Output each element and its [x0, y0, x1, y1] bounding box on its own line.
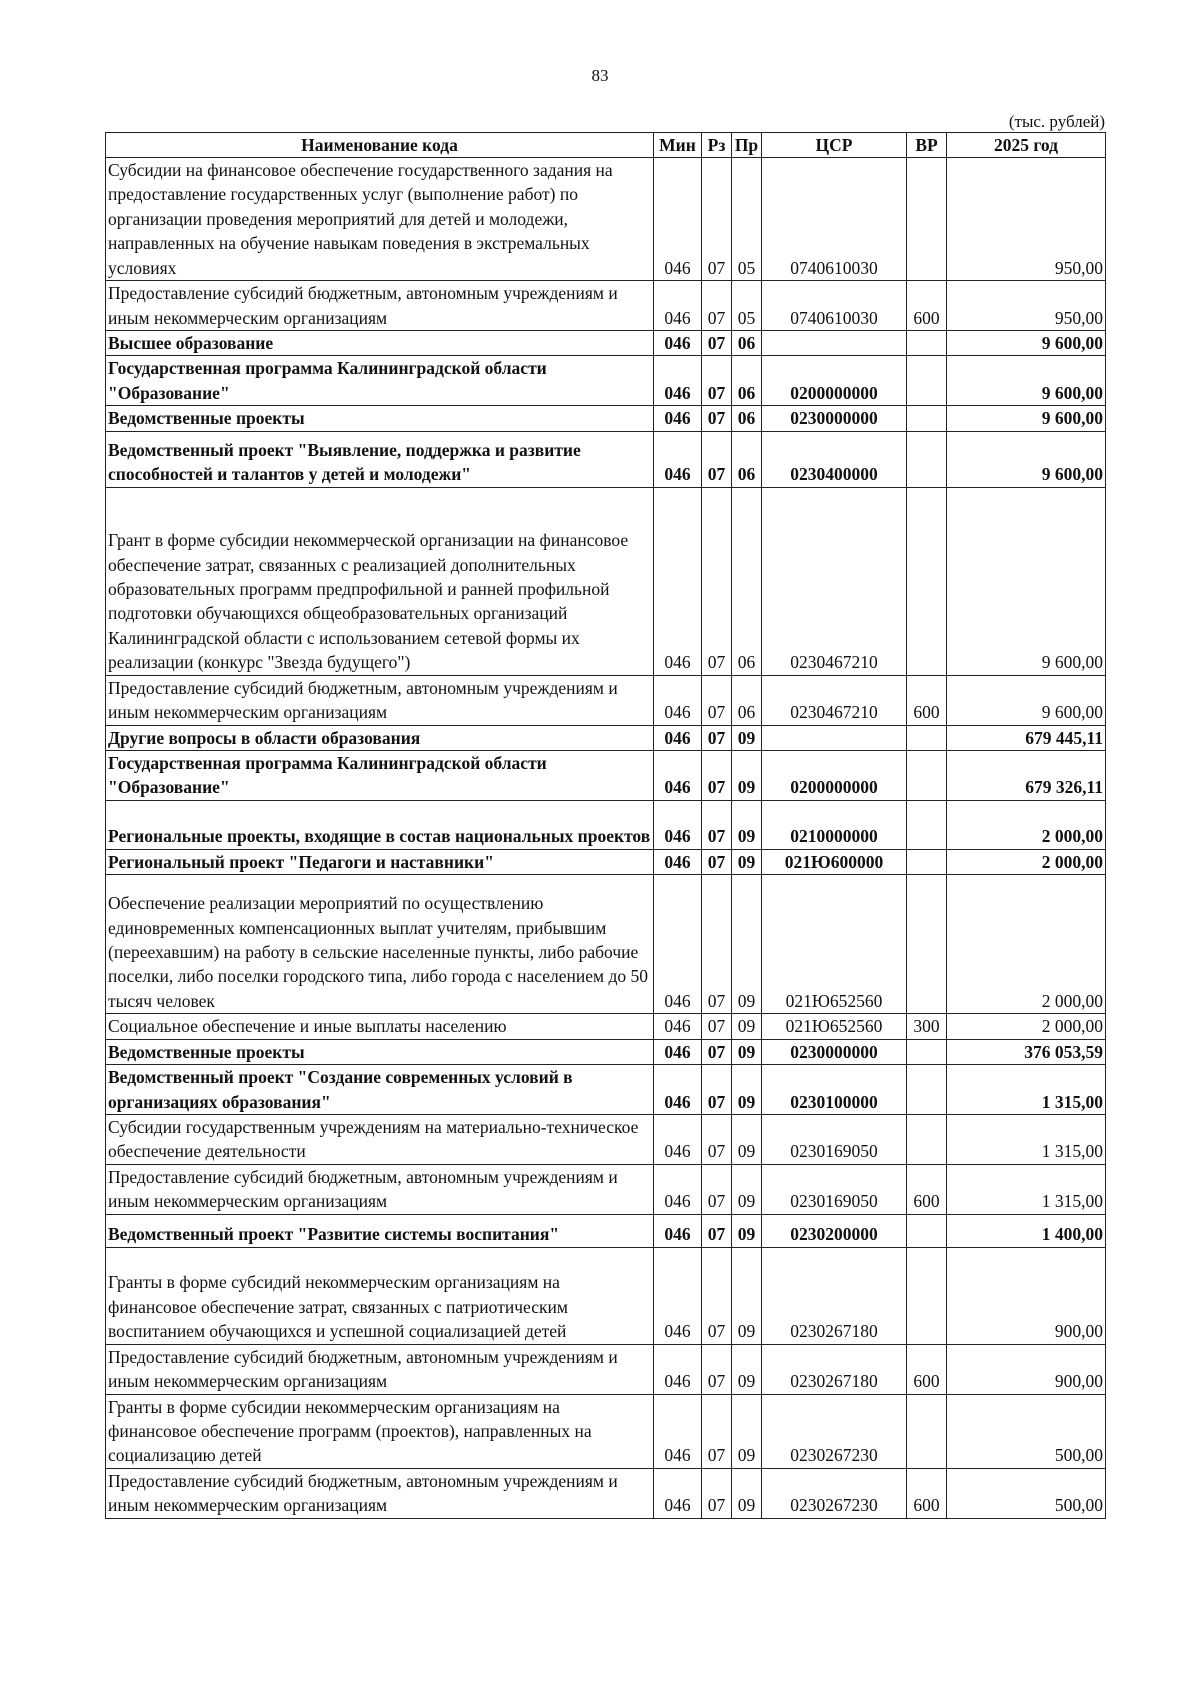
cell-csr: 0740610030: [762, 281, 907, 331]
cell-amount: 9 600,00: [947, 406, 1106, 431]
table-row: [106, 725, 1106, 750]
table-row: [106, 487, 1106, 675]
cell-pr: 06: [732, 675, 762, 725]
cell-pr: 09: [732, 875, 762, 1014]
cell-vr: [907, 158, 947, 281]
cell-amount: 9 600,00: [947, 431, 1106, 487]
cell-vr: [907, 331, 947, 356]
table-row: [106, 1468, 1106, 1518]
cell-rz: 07: [702, 751, 732, 801]
cell-pr: 09: [732, 1065, 762, 1115]
cell-name: Грант в форме субсидии некоммерческой организации на финансовое обеспечение затрат, связанных с реализацией дополнительных образовательных программ предпрофильной и ранней профильной подготовки обучающихся общеобразовательных организаций Калининградской области с использованием сетевой формы их реализации (конкурс "Звезда будущего"): [106, 487, 654, 675]
cell-vr: [907, 1039, 947, 1064]
cell-min: 046: [654, 431, 702, 487]
cell-amount: 679 326,11: [947, 751, 1106, 801]
cell-min: 046: [654, 406, 702, 431]
cell-rz: 07: [702, 1065, 732, 1115]
table-row: [106, 1039, 1106, 1064]
cell-rz: 07: [702, 1247, 732, 1344]
cell-min: 046: [654, 1039, 702, 1064]
cell-vr: 300: [907, 1014, 947, 1039]
cell-min: 046: [654, 356, 702, 406]
cell-min: 046: [654, 751, 702, 801]
cell-rz: 07: [702, 675, 732, 725]
cell-vr: 600: [907, 1164, 947, 1214]
cell-amount: 1 315,00: [947, 1114, 1106, 1164]
units-label: (тыс. рублей): [1008, 112, 1105, 131]
cell-csr: 021Ю652560: [762, 875, 907, 1014]
cell-rz: 07: [702, 849, 732, 874]
cell-rz: 07: [702, 356, 732, 406]
cell-min: 046: [654, 1065, 702, 1115]
cell-amount: 2 000,00: [947, 849, 1106, 874]
cell-pr: 06: [732, 331, 762, 356]
cell-name: Предоставление субсидий бюджетным, автономным учреждениям и иным некоммерческим организациям: [106, 1164, 654, 1214]
cell-amount: 1 315,00: [947, 1164, 1106, 1214]
cell-csr: 0230100000: [762, 1065, 907, 1115]
cell-name: Гранты в форме субсидий некоммерческим организациям на финансовое обеспечение затрат, связанных с патриотическим воспитанием обучающихся и успешной социализацией детей: [106, 1247, 654, 1344]
cell-pr: 05: [732, 158, 762, 281]
cell-min: 046: [654, 725, 702, 750]
cell-amount: 950,00: [947, 281, 1106, 331]
cell-rz: 07: [702, 158, 732, 281]
cell-min: 046: [654, 331, 702, 356]
cell-rz: 07: [702, 1214, 732, 1247]
cell-vr: [907, 1214, 947, 1247]
cell-rz: 07: [702, 1394, 732, 1468]
cell-vr: [907, 849, 947, 874]
cell-vr: 600: [907, 1468, 947, 1518]
cell-pr: 09: [732, 1114, 762, 1164]
cell-amount: 2 000,00: [947, 800, 1106, 849]
header-amount: 2025 год: [947, 133, 1106, 158]
table-row: [106, 1065, 1106, 1115]
cell-rz: 07: [702, 487, 732, 675]
cell-name: Государственная программа Калининградской области "Образование": [106, 751, 654, 801]
cell-name: Другие вопросы в области образования: [106, 725, 654, 750]
cell-csr: 0230467210: [762, 487, 907, 675]
cell-csr: 0230169050: [762, 1114, 907, 1164]
cell-name: Субсидии государственным учреждениям на материально-техническое обеспечение деятельности: [106, 1114, 654, 1164]
cell-name: Предоставление субсидий бюджетным, автономным учреждениям и иным некоммерческим организациям: [106, 1344, 654, 1394]
cell-min: 046: [654, 1394, 702, 1468]
cell-amount: 2 000,00: [947, 1014, 1106, 1039]
cell-name: Ведомственные проекты: [106, 406, 654, 431]
table-row: [106, 800, 1106, 849]
cell-vr: 600: [907, 281, 947, 331]
cell-rz: 07: [702, 431, 732, 487]
cell-name: Высшее образование: [106, 331, 654, 356]
cell-name: Региональные проекты, входящие в состав национальных проектов: [106, 800, 654, 849]
cell-vr: [907, 875, 947, 1014]
cell-amount: 679 445,11: [947, 725, 1106, 750]
table-row: [106, 1394, 1106, 1468]
cell-csr: 0230267230: [762, 1468, 907, 1518]
budget-table: [105, 132, 1106, 1519]
cell-amount: 9 600,00: [947, 675, 1106, 725]
cell-csr: 0230000000: [762, 1039, 907, 1064]
cell-pr: 09: [732, 1014, 762, 1039]
cell-amount: 1 315,00: [947, 1065, 1106, 1115]
cell-name: Гранты в форме субсидии некоммерческим организациям на финансовое обеспечение программ (проектов), направленных на социализацию детей: [106, 1394, 654, 1468]
table-row: [106, 1014, 1106, 1039]
cell-pr: 09: [732, 1247, 762, 1344]
cell-csr: 021Ю600000: [762, 849, 907, 874]
cell-pr: 09: [732, 1039, 762, 1064]
table-body: [106, 158, 1106, 1519]
cell-min: 046: [654, 281, 702, 331]
cell-pr: 09: [732, 1468, 762, 1518]
cell-pr: 09: [732, 725, 762, 750]
cell-amount: 2 000,00: [947, 875, 1106, 1014]
cell-min: 046: [654, 1247, 702, 1344]
cell-min: 046: [654, 1014, 702, 1039]
cell-vr: [907, 406, 947, 431]
cell-name: Ведомственный проект "Выявление, поддержка и развитие способностей и талантов у детей и молодежи": [106, 431, 654, 487]
table-header-row: [106, 133, 1106, 158]
cell-amount: 9 600,00: [947, 487, 1106, 675]
cell-csr: 0230267180: [762, 1344, 907, 1394]
cell-rz: 07: [702, 406, 732, 431]
header-pr: Пр: [732, 133, 762, 158]
cell-min: 046: [654, 1164, 702, 1214]
cell-vr: [907, 800, 947, 849]
cell-csr: 0230169050: [762, 1164, 907, 1214]
cell-pr: 09: [732, 1214, 762, 1247]
cell-amount: 950,00: [947, 158, 1106, 281]
cell-pr: 06: [732, 406, 762, 431]
cell-vr: 600: [907, 675, 947, 725]
cell-min: 046: [654, 1344, 702, 1394]
cell-min: 046: [654, 487, 702, 675]
cell-vr: [907, 487, 947, 675]
cell-name: Предоставление субсидий бюджетным, автономным учреждениям и иным некоммерческим организациям: [106, 675, 654, 725]
cell-rz: 07: [702, 800, 732, 849]
cell-min: 046: [654, 1114, 702, 1164]
table-row: [106, 431, 1106, 487]
cell-pr: 05: [732, 281, 762, 331]
cell-vr: [907, 356, 947, 406]
cell-min: 046: [654, 800, 702, 849]
cell-pr: 09: [732, 800, 762, 849]
table-row: [106, 1344, 1106, 1394]
cell-name: Субсидии на финансовое обеспечение государственного задания на предоставление государственных услуг (выполнение работ) по организации проведения мероприятий для детей и молодежи, направленных на обучение навыкам поведения в экстремальных условиях: [106, 158, 654, 281]
cell-amount: 1 400,00: [947, 1214, 1106, 1247]
cell-amount: 9 600,00: [947, 331, 1106, 356]
cell-vr: [907, 1114, 947, 1164]
cell-vr: [907, 431, 947, 487]
cell-name: Региональный проект "Педагоги и наставники": [106, 849, 654, 874]
table-row: [106, 281, 1106, 331]
cell-csr: 0230400000: [762, 431, 907, 487]
table-row: [106, 356, 1106, 406]
cell-csr: 0230467210: [762, 675, 907, 725]
header-csr: ЦСР: [762, 133, 907, 158]
cell-min: 046: [654, 849, 702, 874]
cell-rz: 07: [702, 1114, 732, 1164]
table-row: [106, 875, 1106, 1014]
cell-min: 046: [654, 158, 702, 281]
cell-pr: 09: [732, 751, 762, 801]
cell-min: 046: [654, 1214, 702, 1247]
cell-amount: 900,00: [947, 1247, 1106, 1344]
cell-amount: 900,00: [947, 1344, 1106, 1394]
cell-name: Ведомственный проект "Развитие системы воспитания": [106, 1214, 654, 1247]
page-number: 83: [591, 66, 609, 85]
cell-csr: 0200000000: [762, 751, 907, 801]
cell-pr: 06: [732, 356, 762, 406]
table-row: [106, 1114, 1106, 1164]
cell-csr: 0210000000: [762, 800, 907, 849]
cell-min: 046: [654, 675, 702, 725]
table-row: [106, 1247, 1106, 1344]
cell-vr: [907, 1394, 947, 1468]
cell-csr: 0230200000: [762, 1214, 907, 1247]
cell-csr: 0230267230: [762, 1394, 907, 1468]
cell-pr: 09: [732, 1164, 762, 1214]
cell-min: 046: [654, 875, 702, 1014]
table-row: [106, 331, 1106, 356]
table-row: [106, 1164, 1106, 1214]
table-row: [106, 849, 1106, 874]
cell-name: Ведомственные проекты: [106, 1039, 654, 1064]
cell-vr: [907, 1065, 947, 1115]
header-rz: Рз: [702, 133, 732, 158]
cell-amount: 500,00: [947, 1394, 1106, 1468]
cell-vr: [907, 725, 947, 750]
cell-rz: 07: [702, 725, 732, 750]
cell-name: Ведомственный проект "Создание современных условий в организациях образования": [106, 1065, 654, 1115]
cell-csr: 0230000000: [762, 406, 907, 431]
cell-name: Обеспечение реализации мероприятий по осуществлению единовременных компенсационных выплат учителям, прибывшим (переехавшим) на работу в сельские населенные пункты, либо рабочие поселки, либо поселки городского типа, либо города с населением до 50 тысяч человек: [106, 875, 654, 1014]
cell-rz: 07: [702, 331, 732, 356]
cell-csr: [762, 331, 907, 356]
header-name: Наименование кода: [106, 133, 654, 158]
header-vr: ВР: [907, 133, 947, 158]
cell-name: Предоставление субсидий бюджетным, автономным учреждениям и иным некоммерческим организациям: [106, 1468, 654, 1518]
table-row: [106, 1214, 1106, 1247]
cell-amount: 9 600,00: [947, 356, 1106, 406]
table-row: [106, 751, 1106, 801]
table-row: [106, 158, 1106, 281]
cell-csr: 021Ю652560: [762, 1014, 907, 1039]
cell-vr: 600: [907, 1344, 947, 1394]
cell-rz: 07: [702, 1164, 732, 1214]
cell-pr: 09: [732, 1394, 762, 1468]
cell-rz: 07: [702, 1039, 732, 1064]
table-row: [106, 406, 1106, 431]
cell-rz: 07: [702, 875, 732, 1014]
cell-rz: 07: [702, 1014, 732, 1039]
cell-rz: 07: [702, 1468, 732, 1518]
cell-name: Государственная программа Калининградской области "Образование": [106, 356, 654, 406]
cell-csr: 0200000000: [762, 356, 907, 406]
cell-amount: 500,00: [947, 1468, 1106, 1518]
cell-min: 046: [654, 1468, 702, 1518]
cell-name: Социальное обеспечение и иные выплаты населению: [106, 1014, 654, 1039]
cell-name: Предоставление субсидий бюджетным, автономным учреждениям и иным некоммерческим организациям: [106, 281, 654, 331]
cell-pr: 06: [732, 487, 762, 675]
header-min: Мин: [654, 133, 702, 158]
cell-rz: 07: [702, 281, 732, 331]
cell-vr: [907, 751, 947, 801]
cell-pr: 09: [732, 1344, 762, 1394]
cell-pr: 09: [732, 849, 762, 874]
cell-vr: [907, 1247, 947, 1344]
cell-amount: 376 053,59: [947, 1039, 1106, 1064]
cell-csr: 0740610030: [762, 158, 907, 281]
cell-csr: [762, 725, 907, 750]
cell-rz: 07: [702, 1344, 732, 1394]
cell-csr: 0230267180: [762, 1247, 907, 1344]
table-row: [106, 675, 1106, 725]
cell-pr: 06: [732, 431, 762, 487]
